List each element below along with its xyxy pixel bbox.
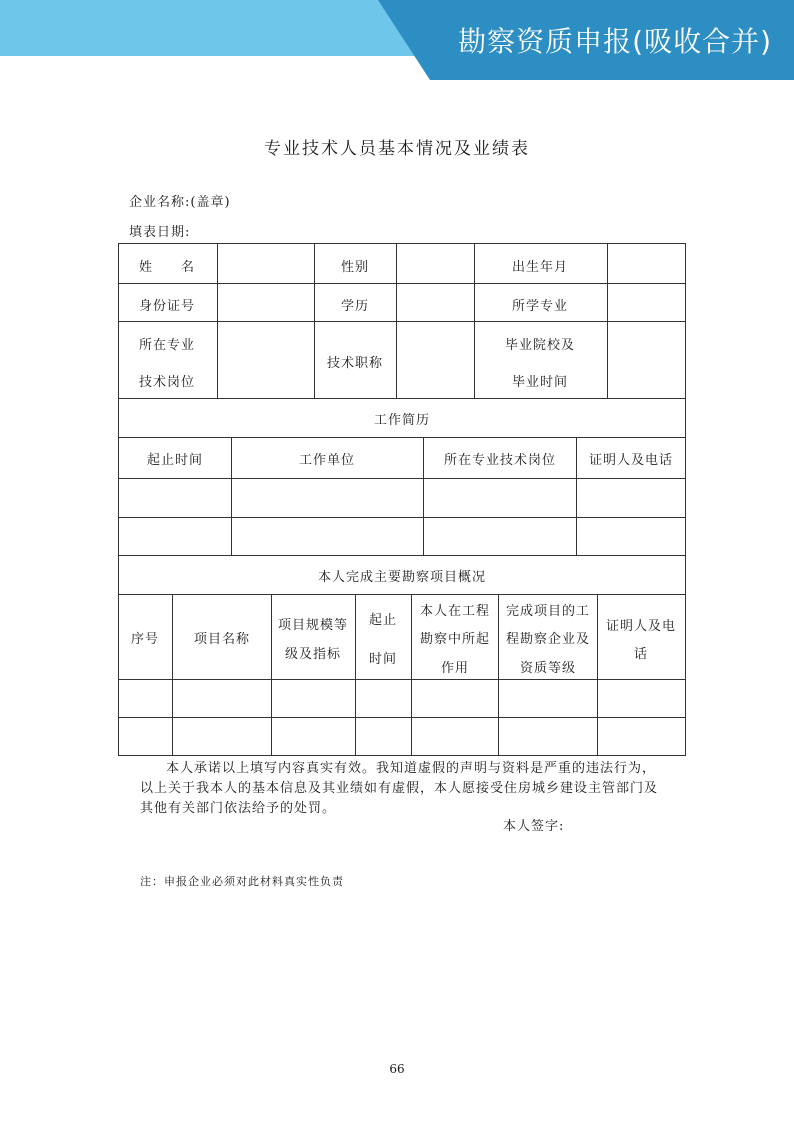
projects-col-role-line2: 勘察中所起 <box>419 632 491 647</box>
resume-col-period: 起止时间 <box>146 453 204 468</box>
footnote: 注：申报企业必须对此材料真实性负责 <box>140 875 344 888</box>
resume-col-post: 所在专业技术岗位 <box>443 453 557 468</box>
projects-heading: 本人完成主要勘察项目概况 <box>317 570 487 585</box>
signature-label: 本人签字: <box>503 819 565 834</box>
company-name-label: 企业名称:(盖章) <box>129 195 231 210</box>
label-post-line1: 所在专业 <box>138 338 196 353</box>
label-school-line1: 毕业院校及 <box>504 338 576 353</box>
projects-col-period-line1: 起止 <box>368 613 398 628</box>
projects-col-role-line3: 作用 <box>440 661 470 676</box>
label-birth-date: 出生年月 <box>511 260 569 275</box>
projects-col-scale-line1: 项目规模等 <box>277 618 349 633</box>
label-school-line2: 毕业时间 <box>511 375 569 390</box>
label-tech-title: 技术职称 <box>326 356 384 371</box>
projects-col-no: 序号 <box>130 632 160 647</box>
pledge-statement: 本人承诺以上填写内容真实有效。我知道虚假的声明与资料是严重的违法行为，以上关于我本人的基本信息及其业绩如有虚假，本人愿接受住房城乡建设主管部门及其他有关部门依法给予的处罚。 <box>140 761 659 816</box>
page-number: 66 <box>389 1062 405 1076</box>
label-major-studied: 所学专业 <box>511 299 569 314</box>
label-gender: 性别 <box>340 260 370 275</box>
table-border <box>119 244 686 756</box>
resume-heading: 工作简历 <box>373 413 431 428</box>
projects-col-witness-line1: 证明人及电 <box>605 619 677 634</box>
fill-date-label: 填表日期: <box>129 225 191 240</box>
label-id-number: 身份证号 <box>138 299 196 314</box>
document-title: 专业技术人员基本情况及业绩表 <box>264 139 530 159</box>
resume-col-witness: 证明人及电话 <box>588 453 674 468</box>
label-education: 学历 <box>340 299 370 314</box>
projects-col-period-line2: 时间 <box>368 652 398 667</box>
banner-title: 勘察资质申报(吸收合并) <box>458 25 772 58</box>
projects-col-scale-line2: 级及指标 <box>284 647 342 662</box>
label-post-line2: 技术岗位 <box>138 375 196 390</box>
projects-col-company-line3: 资质等级 <box>519 661 577 676</box>
projects-col-witness-line2: 话 <box>633 647 649 662</box>
projects-col-name: 项目名称 <box>193 632 251 647</box>
label-name: 姓 名 <box>138 260 196 275</box>
projects-col-company-line1: 完成项目的工 <box>505 604 591 619</box>
projects-col-company-line2: 程勘察企业及 <box>505 632 591 647</box>
projects-col-role-line1: 本人在工程 <box>419 604 491 619</box>
resume-col-employer: 工作单位 <box>298 453 356 468</box>
